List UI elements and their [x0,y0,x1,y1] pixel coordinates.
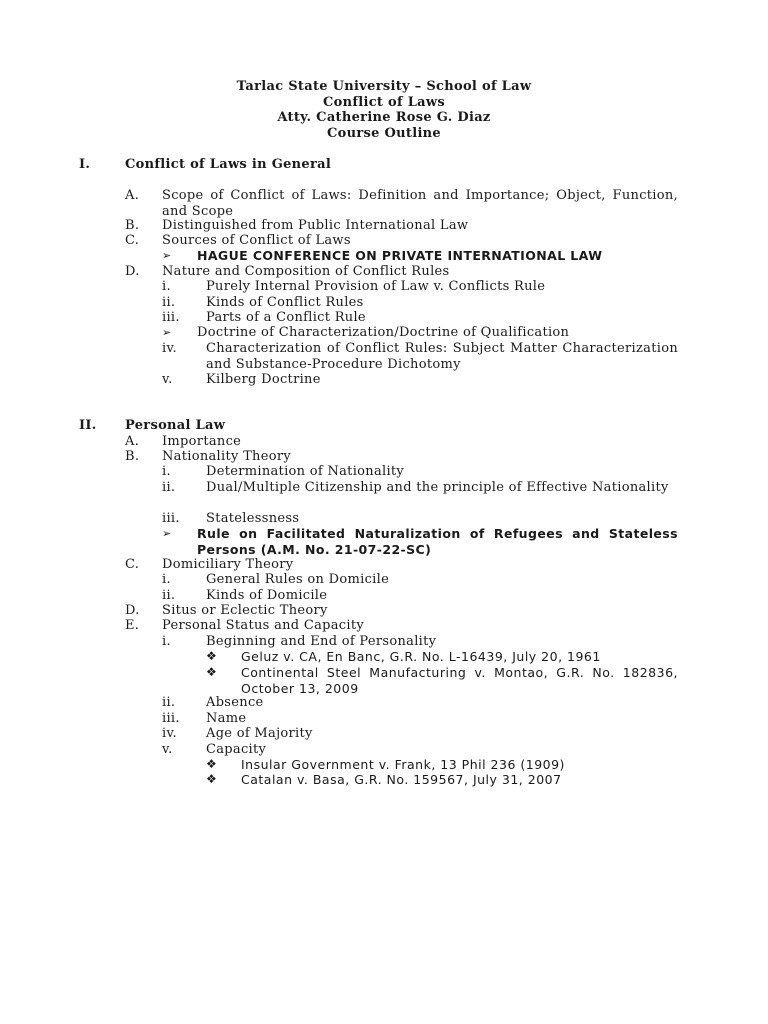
s1-d-ii-label: ii. [162,295,176,310]
arrow-bullet-icon: ➢ [162,527,172,540]
s1-c-label: C. [125,233,140,248]
s2-b-iii-label: iii. [162,511,180,526]
s1-c-hague: HAGUE CONFERENCE ON PRIVATE INTERNATIONAL LAW [197,248,603,263]
s2-c-ii-text: Kinds of Domicile [206,588,328,603]
section-2-number: II. [79,418,97,433]
s1-d-ii-text: Kinds of Conflict Rules [206,295,364,310]
s1-c-text: Sources of Conflict of Laws [162,233,351,248]
document-header [0,79,768,141]
s2-a-label: A. [125,434,140,449]
s1-d-v-text: Kilberg Doctrine [206,372,321,387]
s2-d-text: Situs or Eclectic Theory [162,603,328,618]
s1-d-iii-label: iii. [162,310,180,325]
s2-c-ii-label: ii. [162,588,176,603]
s2-b-refugees-rule: Rule on Facilitated Naturalization of Refugees and Stateless Persons (A.M. No. 21-07-22-SC) [197,526,678,557]
header-instructor: Atty. Catherine Rose G. Diaz [277,110,491,125]
s2-b-i-text: Determination of Nationality [206,464,405,479]
s1-d-i-text: Purely Internal Provision of Law v. Conflicts Rule [206,279,546,294]
s2-b-text: Nationality Theory [162,449,291,464]
case-catalan: Catalan v. Basa, G.R. No. 159567, July 31, 2007 [241,772,562,787]
s2-b-i-label: i. [162,464,171,479]
s2-c-i-label: i. [162,572,171,587]
section-2-title: Personal Law [125,418,226,433]
s2-b-ii-text: Dual/Multiple Citizenship and the principle of Effective Nationality [206,480,669,495]
s2-e-iv-text: Age of Majority [206,726,313,741]
header-university: Tarlac State University – School of Law [236,79,532,94]
header-title: Course Outline [326,125,441,141]
s2-b-label: B. [125,449,140,464]
s2-e-iii-text: Name [206,711,247,726]
arrow-bullet-icon: ➢ [162,326,172,339]
s2-e-ii-text: Absence [206,695,264,710]
s1-a-text: Scope of Conflict of Laws: Definition and Importance; Object, Function, and Scope [162,188,678,219]
diamond-bullet-icon: ❖ [206,757,218,771]
s1-b-label: B. [125,218,140,233]
s1-b-text: Distinguished from Public International Law [162,218,469,233]
s2-b-iii-text: Statelessness [206,511,300,526]
arrow-bullet-icon: ➢ [162,249,172,262]
s1-d-i-label: i. [162,279,171,294]
case-continental-steel: Continental Steel Manufacturing v. Montao, G.R. No. 182836, October 13, 2009 [241,665,678,696]
section-1-title: Conflict of Laws in General [125,157,332,172]
s2-e-ii-label: ii. [162,695,176,710]
section-1-number: I. [79,157,91,172]
s2-e-i-text: Beginning and End of Personality [206,634,437,649]
s1-d-characterization: Doctrine of Characterization/Doctrine of Qualification [197,325,570,340]
diamond-bullet-icon: ❖ [206,772,218,786]
s2-e-text: Personal Status and Capacity [162,618,365,633]
s1-d-label: D. [125,264,140,279]
s1-d-text: Nature and Composition of Conflict Rules [162,264,450,279]
s2-e-iii-label: iii. [162,711,180,726]
case-geluz: Geluz v. CA, En Banc, G.R. No. L-16439, July 20, 1961 [241,649,601,664]
s1-a-label: A. [125,188,140,203]
header-course: Conflict of Laws [322,94,446,110]
s2-c-text: Domiciliary Theory [162,557,294,572]
s2-e-iv-label: iv. [162,726,177,741]
s2-c-label: C. [125,557,140,572]
s1-d-iv-label: iv. [162,341,177,356]
s1-d-iv-text: Characterization of Conflict Rules: Subject Matter Characterization and Substance-Procedure Dichotomy [206,341,678,372]
diamond-bullet-icon: ❖ [206,649,218,663]
s2-b-ii-label: ii. [162,480,176,495]
diamond-bullet-icon: ❖ [206,665,218,679]
s1-d-v-label: v. [162,372,173,387]
s2-e-v-text: Capacity [206,742,267,757]
case-insular-government: Insular Government v. Frank, 13 Phil 236 (1909) [241,757,565,772]
s1-d-iii-text: Parts of a Conflict Rule [206,310,366,325]
s2-e-v-label: v. [162,742,173,757]
s2-e-label: E. [125,618,140,633]
s2-d-label: D. [125,603,140,618]
s2-a-text: Importance [162,434,242,449]
s2-c-i-text: General Rules on Domicile [206,572,390,587]
s2-e-i-label: i. [162,634,171,649]
